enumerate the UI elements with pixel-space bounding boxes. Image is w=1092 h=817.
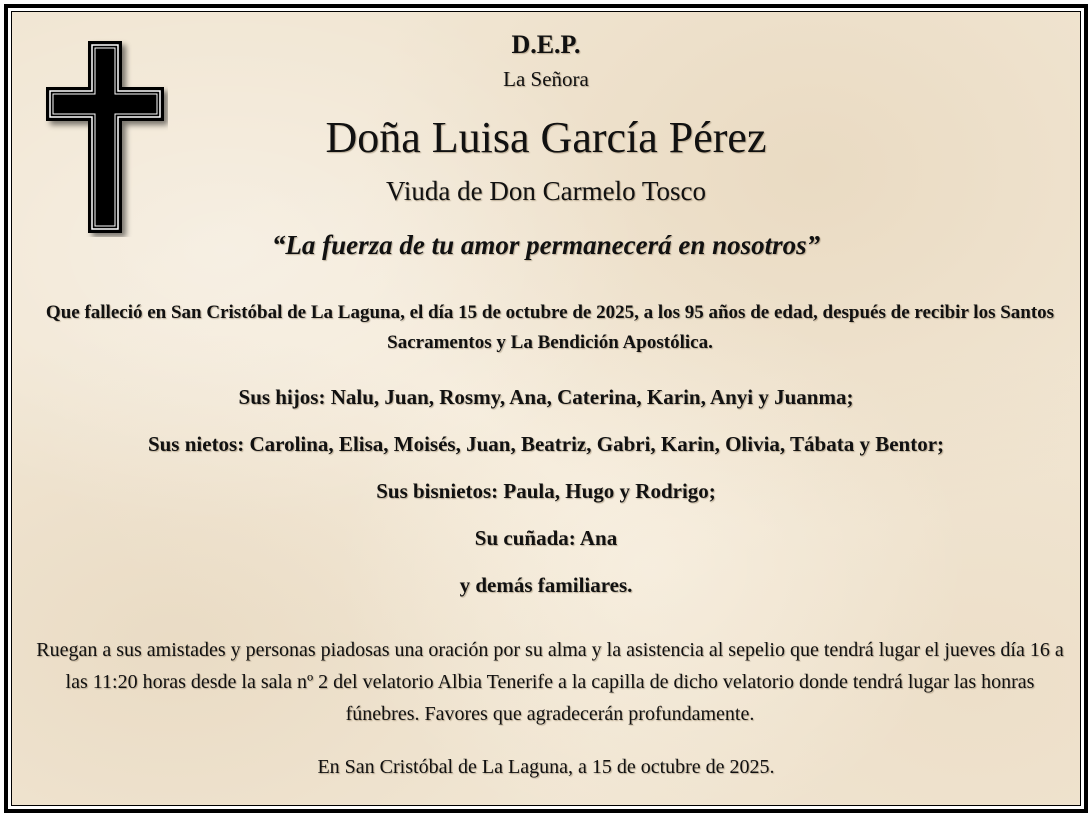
death-paragraph: Que falleció en San Cristóbal de La Laguna, el día 15 de octubre de 2025, a los 95 años de edad, después de recibir los Santos Sacramentos y La Bendición Apostólica. [45,302,1055,353]
other-relatives-line: y demás familiares. [459,573,633,597]
notice-frame [4,4,1088,813]
place-date-line: En San Cristóbal de La Laguna, a 15 de octubre de 2025. [317,756,775,778]
deceased-name: Doña Luisa García Pérez [325,113,767,162]
memorial-quote: “La fuerza de tu amor permanecerá en nosotros” [271,230,821,260]
sister-in-law-line: Su cuñada: Ana [474,526,618,550]
funeral-request-paragraph: Ruegan a sus amistades y personas piadosas una oración por su alma y la asistencia al sepelio que tendrá lugar el jueves día 16 a las 11:20 horas desde la sala nº 2 del velatorio Albia Tenerife a la capilla de dicho velatorio donde tendrá lugar las honras fúnebres. Favores que agradecerán profundamente. [36,639,1064,725]
grandchildren-line: Sus nietos: Carolina, Elisa, Moisés, Juan, Beatriz, Gabri, Karin, Olivia, Tábata y Bentor; [147,432,945,456]
widow-line: Viuda de Don Carmelo Tosco [386,176,706,206]
children-line: Sus hijos: Nalu, Juan, Rosmy, Ana, Caterina, Karin, Anyi y Juanma; [238,385,854,409]
dep-heading: D.E.P. [511,30,581,59]
title-label: La Señora [503,67,589,91]
great-grandchildren-line: Sus bisnietos: Paula, Hugo y Rodrigo; [376,479,716,503]
notice-paper [11,11,1081,806]
